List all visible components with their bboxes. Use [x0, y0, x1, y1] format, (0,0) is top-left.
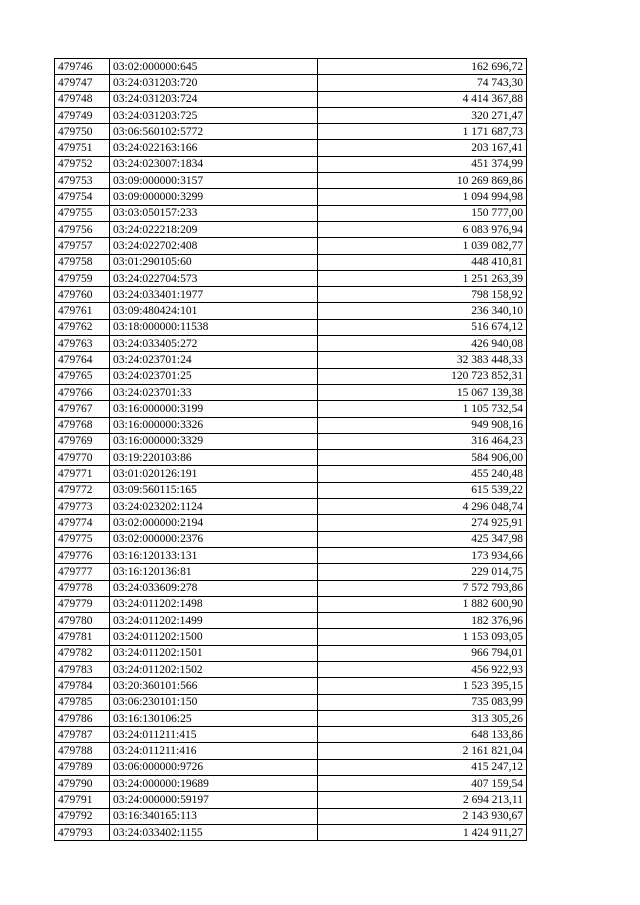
row-number-cell: 479753	[55, 173, 110, 189]
row-number-cell: 479770	[55, 450, 110, 466]
table-row	[55, 792, 527, 808]
cadastral-number-cell: 03:24:033405:272	[110, 336, 318, 352]
amount-cell: 2 143 930,67	[318, 808, 527, 824]
cadastral-number-cell: 03:24:011202:1502	[110, 661, 318, 677]
row-number-cell: 479754	[55, 189, 110, 205]
table-row	[55, 678, 527, 694]
row-number-cell: 479766	[55, 384, 110, 400]
cadastral-number-cell: 03:24:022702:408	[110, 238, 318, 254]
row-number-cell: 479759	[55, 270, 110, 286]
amount-cell: 1 105 732,54	[318, 401, 527, 417]
table-row	[55, 661, 527, 677]
row-number-cell: 479762	[55, 319, 110, 335]
row-number-cell: 479779	[55, 596, 110, 612]
amount-cell: 203 167,41	[318, 140, 527, 156]
table-row	[55, 743, 527, 759]
table-row	[55, 91, 527, 107]
cadastral-number-cell: 03:03:050157:233	[110, 205, 318, 221]
table-row	[55, 401, 527, 417]
cadastral-number-cell: 03:02:000000:645	[110, 59, 318, 75]
table-row	[55, 384, 527, 400]
cadastral-number-cell: 03:24:023202:1124	[110, 499, 318, 515]
cadastral-number-cell: 03:06:560102:5772	[110, 124, 318, 140]
cadastral-number-cell: 03:24:011202:1498	[110, 596, 318, 612]
amount-cell: 448 410,81	[318, 254, 527, 270]
row-number-cell: 479749	[55, 107, 110, 123]
cadastral-number-cell: 03:24:031203:725	[110, 107, 318, 123]
row-number-cell: 479774	[55, 515, 110, 531]
cadastral-number-cell: 03:16:000000:3329	[110, 433, 318, 449]
cadastral-number-cell: 03:16:120136:81	[110, 564, 318, 580]
table-row	[55, 710, 527, 726]
amount-cell: 966 794,01	[318, 645, 527, 661]
amount-cell: 316 464,23	[318, 433, 527, 449]
amount-cell: 415 247,12	[318, 759, 527, 775]
amount-cell: 1 153 093,05	[318, 629, 527, 645]
amount-cell: 32 383 448,33	[318, 352, 527, 368]
row-number-cell: 479746	[55, 59, 110, 75]
amount-cell: 15 067 139,38	[318, 384, 527, 400]
amount-cell: 455 240,48	[318, 466, 527, 482]
row-number-cell: 479772	[55, 482, 110, 498]
cadastral-number-cell: 03:24:023007:1834	[110, 156, 318, 172]
amount-cell: 949 908,16	[318, 417, 527, 433]
amount-cell: 120 723 852,31	[318, 368, 527, 384]
amount-cell: 229 014,75	[318, 564, 527, 580]
data-table	[54, 58, 527, 841]
amount-cell: 1 251 263,39	[318, 270, 527, 286]
cadastral-number-cell: 03:09:560115:165	[110, 482, 318, 498]
cadastral-number-cell: 03:24:000000:19689	[110, 776, 318, 792]
table-row	[55, 596, 527, 612]
amount-cell: 4 414 367,88	[318, 91, 527, 107]
amount-cell: 584 906,00	[318, 450, 527, 466]
cadastral-number-cell: 03:24:031203:724	[110, 91, 318, 107]
cadastral-number-cell: 03:24:033402:1155	[110, 824, 318, 840]
row-number-cell: 479787	[55, 727, 110, 743]
amount-cell: 516 674,12	[318, 319, 527, 335]
amount-cell: 456 922,93	[318, 661, 527, 677]
row-number-cell: 479783	[55, 661, 110, 677]
cadastral-number-cell: 03:24:033401:1977	[110, 287, 318, 303]
cadastral-number-cell: 03:24:011211:416	[110, 743, 318, 759]
amount-cell: 425 347,98	[318, 531, 527, 547]
table-row	[55, 547, 527, 563]
amount-cell: 236 340,10	[318, 303, 527, 319]
amount-cell: 407 159,54	[318, 776, 527, 792]
amount-cell: 1 424 911,27	[318, 824, 527, 840]
cadastral-number-cell: 03:06:230101:150	[110, 694, 318, 710]
amount-cell: 1 171 687,73	[318, 124, 527, 140]
cadastral-number-cell: 03:16:000000:3326	[110, 417, 318, 433]
amount-cell: 1 523 395,15	[318, 678, 527, 694]
amount-cell: 6 083 976,94	[318, 221, 527, 237]
cadastral-number-cell: 03:24:011211:415	[110, 727, 318, 743]
table-row	[55, 450, 527, 466]
amount-cell: 162 696,72	[318, 59, 527, 75]
table-row	[55, 824, 527, 840]
cadastral-number-cell: 03:09:000000:3157	[110, 173, 318, 189]
row-number-cell: 479788	[55, 743, 110, 759]
table-row	[55, 59, 527, 75]
table-row	[55, 124, 527, 140]
table-row	[55, 776, 527, 792]
table-row	[55, 205, 527, 221]
amount-cell: 735 083,99	[318, 694, 527, 710]
cadastral-number-cell: 03:02:000000:2376	[110, 531, 318, 547]
amount-cell: 798 158,92	[318, 287, 527, 303]
cadastral-number-cell: 03:24:011202:1499	[110, 613, 318, 629]
table-row	[55, 580, 527, 596]
row-number-cell: 479780	[55, 613, 110, 629]
table-row	[55, 173, 527, 189]
row-number-cell: 479763	[55, 336, 110, 352]
table-row	[55, 629, 527, 645]
cadastral-number-cell: 03:09:480424:101	[110, 303, 318, 319]
amount-cell: 451 374,99	[318, 156, 527, 172]
row-number-cell: 479793	[55, 824, 110, 840]
amount-cell: 4 296 048,74	[318, 499, 527, 515]
table-row	[55, 140, 527, 156]
cadastral-number-cell: 03:16:120133:131	[110, 547, 318, 563]
table-row	[55, 368, 527, 384]
table-row	[55, 303, 527, 319]
row-number-cell: 479747	[55, 75, 110, 91]
cadastral-number-cell: 03:24:022218:209	[110, 221, 318, 237]
cadastral-number-cell: 03:16:130106:25	[110, 710, 318, 726]
cadastral-number-cell: 03:24:023701:33	[110, 384, 318, 400]
cadastral-number-cell: 03:01:020126:191	[110, 466, 318, 482]
table-row	[55, 808, 527, 824]
table-row	[55, 75, 527, 91]
table-row	[55, 613, 527, 629]
table-row	[55, 238, 527, 254]
cadastral-number-cell: 03:24:011202:1501	[110, 645, 318, 661]
cadastral-number-cell: 03:09:000000:3299	[110, 189, 318, 205]
row-number-cell: 479777	[55, 564, 110, 580]
cadastral-number-cell: 03:24:000000:59197	[110, 792, 318, 808]
row-number-cell: 479776	[55, 547, 110, 563]
amount-cell: 74 743,30	[318, 75, 527, 91]
cadastral-number-cell: 03:24:023701:25	[110, 368, 318, 384]
table-row	[55, 270, 527, 286]
table-row	[55, 221, 527, 237]
table-row	[55, 482, 527, 498]
row-number-cell: 479748	[55, 91, 110, 107]
amount-cell: 320 271,47	[318, 107, 527, 123]
row-number-cell: 479782	[55, 645, 110, 661]
table-row	[55, 515, 527, 531]
row-number-cell: 479792	[55, 808, 110, 824]
amount-cell: 2 694 213,11	[318, 792, 527, 808]
amount-cell: 7 572 793,86	[318, 580, 527, 596]
row-number-cell: 479769	[55, 433, 110, 449]
amount-cell: 182 376,96	[318, 613, 527, 629]
row-number-cell: 479784	[55, 678, 110, 694]
amount-cell: 2 161 821,04	[318, 743, 527, 759]
cadastral-number-cell: 03:18:000000:11538	[110, 319, 318, 335]
row-number-cell: 479764	[55, 352, 110, 368]
table-row	[55, 694, 527, 710]
amount-cell: 173 934,66	[318, 547, 527, 563]
table-row	[55, 759, 527, 775]
cadastral-number-cell: 03:24:033609:278	[110, 580, 318, 596]
amount-cell: 1 094 994,98	[318, 189, 527, 205]
table-row	[55, 499, 527, 515]
amount-cell: 426 940,08	[318, 336, 527, 352]
cadastral-number-cell: 03:01:290105:60	[110, 254, 318, 270]
table-row	[55, 107, 527, 123]
row-number-cell: 479765	[55, 368, 110, 384]
cadastral-number-cell: 03:20:360101:566	[110, 678, 318, 694]
amount-cell: 10 269 869,86	[318, 173, 527, 189]
table-row	[55, 417, 527, 433]
cadastral-number-cell: 03:19:220103:86	[110, 450, 318, 466]
cadastral-number-cell: 03:24:031203:720	[110, 75, 318, 91]
cadastral-number-cell: 03:24:022163:166	[110, 140, 318, 156]
table-row	[55, 254, 527, 270]
row-number-cell: 479775	[55, 531, 110, 547]
cadastral-number-cell: 03:24:023701:24	[110, 352, 318, 368]
amount-cell: 615 539,22	[318, 482, 527, 498]
cadastral-number-cell: 03:24:011202:1500	[110, 629, 318, 645]
row-number-cell: 479750	[55, 124, 110, 140]
row-number-cell: 479761	[55, 303, 110, 319]
row-number-cell: 479767	[55, 401, 110, 417]
table-body	[55, 59, 527, 841]
row-number-cell: 479752	[55, 156, 110, 172]
row-number-cell: 479791	[55, 792, 110, 808]
table-row	[55, 433, 527, 449]
row-number-cell: 479773	[55, 499, 110, 515]
row-number-cell: 479758	[55, 254, 110, 270]
row-number-cell: 479781	[55, 629, 110, 645]
cadastral-number-cell: 03:02:000000:2194	[110, 515, 318, 531]
row-number-cell: 479785	[55, 694, 110, 710]
table-row	[55, 531, 527, 547]
table-row	[55, 287, 527, 303]
table-row	[55, 564, 527, 580]
amount-cell: 274 925,91	[318, 515, 527, 531]
row-number-cell: 479760	[55, 287, 110, 303]
row-number-cell: 479756	[55, 221, 110, 237]
table-row	[55, 156, 527, 172]
row-number-cell: 479751	[55, 140, 110, 156]
table-row	[55, 189, 527, 205]
table-row	[55, 319, 527, 335]
amount-cell: 313 305,26	[318, 710, 527, 726]
row-number-cell: 479755	[55, 205, 110, 221]
row-number-cell: 479790	[55, 776, 110, 792]
cadastral-number-cell: 03:16:000000:3199	[110, 401, 318, 417]
row-number-cell: 479757	[55, 238, 110, 254]
row-number-cell: 479786	[55, 710, 110, 726]
cadastral-number-cell: 03:06:000000:9726	[110, 759, 318, 775]
row-number-cell: 479768	[55, 417, 110, 433]
cadastral-number-cell: 03:24:022704:573	[110, 270, 318, 286]
amount-cell: 1 039 082,77	[318, 238, 527, 254]
row-number-cell: 479771	[55, 466, 110, 482]
table-row	[55, 466, 527, 482]
table-row	[55, 352, 527, 368]
amount-cell: 1 882 600,90	[318, 596, 527, 612]
table-row	[55, 645, 527, 661]
row-number-cell: 479778	[55, 580, 110, 596]
cadastral-number-cell: 03:16:340165:113	[110, 808, 318, 824]
row-number-cell: 479789	[55, 759, 110, 775]
amount-cell: 150 777,00	[318, 205, 527, 221]
amount-cell: 648 133,86	[318, 727, 527, 743]
table-row	[55, 727, 527, 743]
table-row	[55, 336, 527, 352]
